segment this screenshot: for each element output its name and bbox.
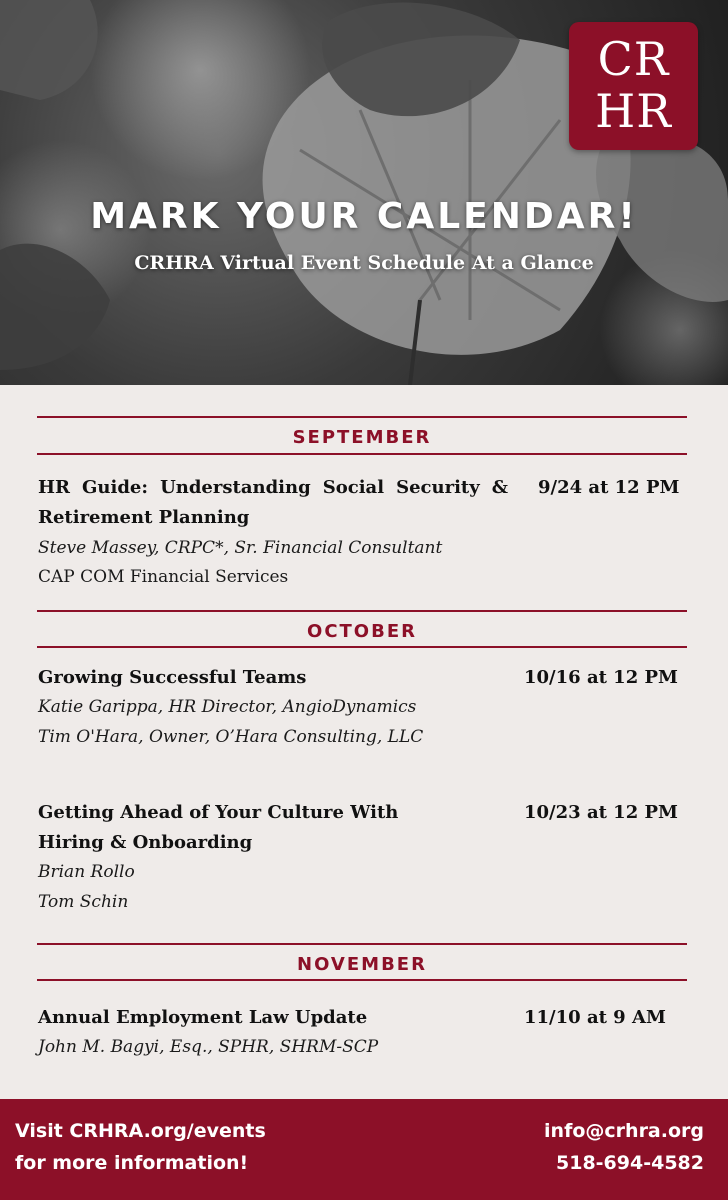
divider [37, 453, 687, 455]
month-heading-october: OCTOBER [307, 621, 417, 642]
divider [37, 943, 687, 945]
footer-more-info: for more information! [15, 1152, 249, 1174]
logo-line-1: CR [597, 32, 670, 86]
event-speaker: Tim O'Hara, Owner, O’Hara Consulting, LLC [38, 727, 424, 747]
event-title-cont: Retirement Planning [38, 507, 250, 528]
divider [37, 979, 687, 981]
page-subtitle: CRHRA Virtual Event Schedule At a Glance [134, 252, 594, 274]
footer-bar [0, 1099, 728, 1200]
footer-visit-info [15, 1115, 266, 1179]
event-speaker: Steve Massey, CRPC*, Sr. Financial Consultant [38, 538, 443, 558]
hero-banner [0, 0, 728, 385]
event-speaker: John M. Bagyi, Esq., SPHR, SHRM-SCP [38, 1037, 379, 1057]
event-date: 10/23 at 12 PM [524, 802, 678, 823]
event-date: 11/10 at 9 AM [524, 1007, 666, 1028]
event-speaker: Tom Schin [38, 892, 129, 912]
event-title-cont: Hiring & Onboarding [38, 832, 253, 853]
event-speaker: Katie Garippa, HR Director, AngioDynamics [38, 697, 417, 717]
divider [37, 646, 687, 648]
month-heading-november: NOVEMBER [297, 954, 427, 975]
logo-line-2: HR [595, 84, 672, 138]
footer-visit-link[interactable]: Visit CRHRA.org/events [15, 1120, 266, 1142]
event-date: 10/16 at 12 PM [524, 667, 678, 688]
event-title: Annual Employment Law Update [38, 1007, 368, 1028]
event-organization: CAP COM Financial Services [38, 567, 289, 587]
event-speaker: Brian Rollo [38, 862, 135, 882]
event-title: HR Guide: Understanding Social Security & [38, 477, 508, 498]
footer-email-link[interactable]: info@crhra.org [544, 1120, 704, 1142]
month-heading-september: SEPTEMBER [292, 427, 432, 448]
footer-contact [544, 1115, 704, 1179]
event-title: Growing Successful Teams [38, 667, 307, 688]
footer-phone[interactable]: 518-694-4582 [556, 1152, 704, 1174]
divider [37, 610, 687, 612]
page-title: MARK YOUR CALENDAR! [90, 196, 638, 237]
crhr-logo [569, 22, 698, 150]
event-title: Getting Ahead of Your Culture With [38, 802, 399, 823]
divider [37, 416, 687, 418]
event-date: 9/24 at 12 PM [538, 477, 680, 498]
